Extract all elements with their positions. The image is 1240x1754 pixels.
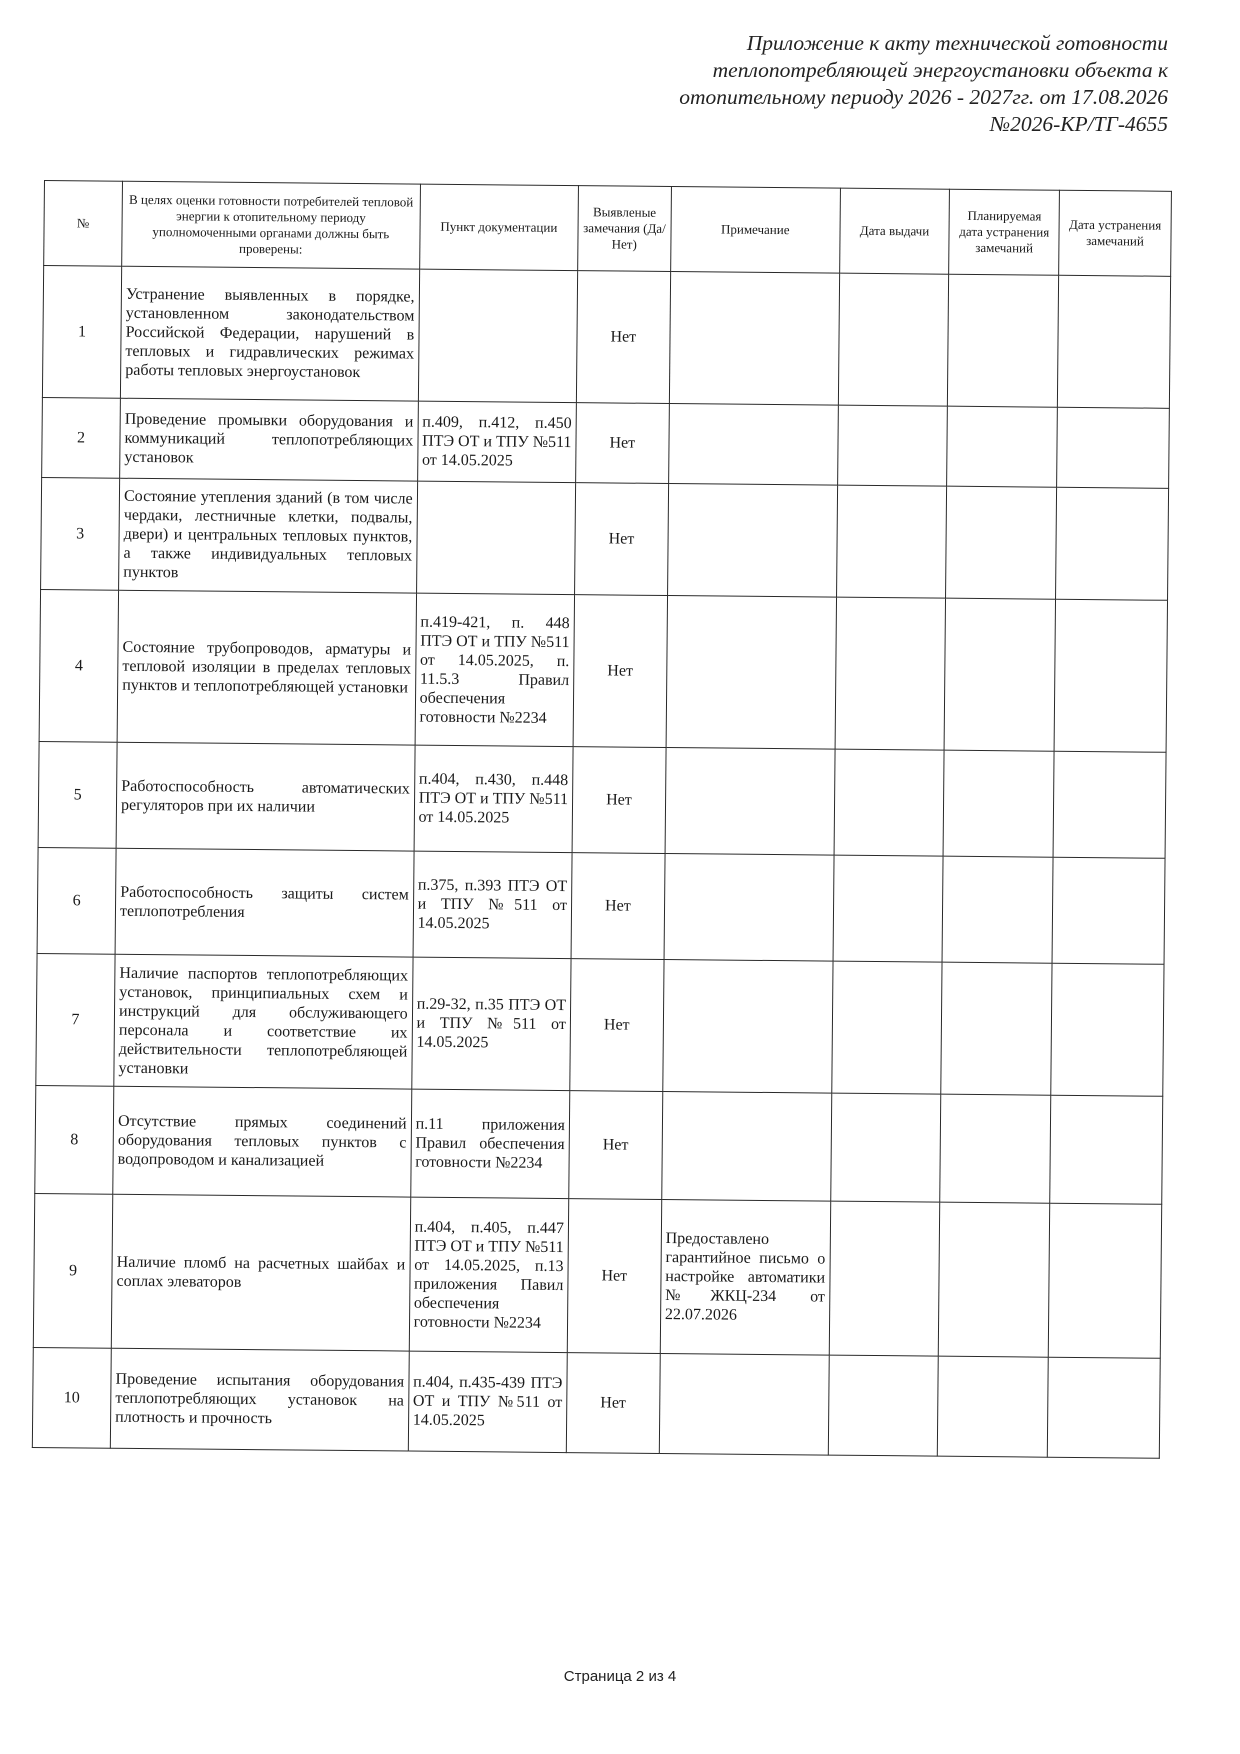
row-issue-date	[837, 405, 947, 486]
header-planned-date: Планируемая дата устранения замечаний	[949, 189, 1060, 275]
row-found: Нет	[572, 747, 666, 854]
row-check-text: Наличие паспортов теплопотребляющих установок, принципиальных схем и инструкций для обслуживающего персонала и соответствие их действительности теплопотребляющей установки	[114, 954, 413, 1089]
header-found: Выявленые замечания (Да/Нет)	[578, 186, 672, 272]
row-check-text: Отсутствие прямых соединений оборудования тепловых пунктов с водопроводом и канализацией	[113, 1086, 412, 1197]
header-doc: Пункт документации	[419, 184, 578, 271]
row-fix-date	[1054, 599, 1167, 752]
header-check: В целях оценки готовности потребителей тепловой энергии к отопительному периоду уполномоченными органами должны быть проверены:	[122, 181, 420, 269]
row-found: Нет	[576, 271, 670, 404]
header-num: №	[44, 181, 123, 267]
row-check-text: Устранение выявленных в порядке, установленном законодательством Российской Федерации, нарушений в тепловых и гидравлических режимах работы тепловых энергоустановок	[120, 266, 419, 401]
table-row	[42, 266, 1170, 409]
header-line-1: Приложение к акту технической готовности	[746, 31, 1168, 55]
row-issue-date	[836, 485, 947, 598]
row-note	[668, 404, 838, 486]
row-doc-ref	[416, 481, 575, 595]
row-planned-date	[942, 856, 1053, 963]
row-note: Предоставлено гарантийное письмо о настройке автоматики №ЖКЦ-234 от 22.07.2026	[660, 1199, 830, 1355]
row-found: Нет	[570, 959, 664, 1092]
row-check-text: Проведение промывки оборудования и коммуникаций теплопотребляющих установок	[120, 398, 418, 481]
row-num: 2	[42, 397, 121, 478]
row-found: Нет	[567, 1199, 661, 1354]
row-check-text: Наличие пломб на расчетных шайбах и соплах элеваторов	[111, 1194, 410, 1351]
row-fix-date	[1047, 1357, 1160, 1458]
row-issue-date	[835, 597, 946, 750]
row-note	[667, 484, 837, 598]
table-row	[37, 847, 1165, 964]
row-found: Нет	[576, 403, 670, 484]
row-doc-ref: п.404, п.430, п.448 ПТЭ ОТ и ТПУ №511 от 14.05.2025	[414, 745, 573, 853]
row-issue-date	[838, 273, 949, 406]
row-planned-date	[940, 1094, 1051, 1203]
header-fix-date: Дата устранения замечаний	[1059, 190, 1172, 276]
header-line-4: №2026-КР/ТГ-4655	[989, 112, 1168, 136]
row-planned-date	[943, 750, 1054, 857]
document-header	[528, 30, 1168, 138]
row-note	[666, 596, 836, 750]
row-doc-ref: п.404, п.435-439 ПТЭ ОТ и ТПУ №511 от 14.05.2025	[408, 1351, 567, 1453]
row-num: 5	[38, 741, 117, 848]
table-row	[35, 1085, 1163, 1204]
row-doc-ref: п.409, п.412, п.450 ПТЭ ОТ и ТПУ №511 от 14.05.2025	[417, 401, 576, 483]
row-check-text: Состояние утепления зданий (в том числе чердаки, лестничные клетки, подвалы, двери) и центральных тепловых пунктов, а также индивидуальных тепловых пунктов	[119, 478, 418, 593]
row-num: 9	[33, 1193, 113, 1348]
row-fix-date	[1053, 751, 1166, 858]
row-doc-ref: п.11 приложения Правил обеспечения готовности №2234	[410, 1089, 569, 1199]
row-doc-ref: п.375, п.393 ПТЭ ОТ и ТПУ №511 от 14.05.2025	[413, 851, 572, 959]
row-planned-date	[947, 406, 1057, 487]
row-planned-date	[941, 962, 1052, 1095]
readiness-checklist-table	[32, 180, 1172, 1459]
table-row	[36, 953, 1164, 1096]
row-fix-date	[1048, 1203, 1161, 1358]
row-issue-date	[828, 1355, 939, 1456]
row-check-text: Состояние трубопроводов, арматуры и тепловой изоляции в пределах тепловых пунктов и теплопотребляющей установки	[117, 590, 416, 745]
table-row	[32, 1347, 1160, 1458]
row-planned-date	[938, 1356, 1049, 1457]
row-note	[669, 272, 839, 406]
row-issue-date	[830, 1093, 941, 1202]
page-number: Страница 2 из 4	[563, 1668, 677, 1685]
row-num: 8	[35, 1085, 114, 1194]
row-issue-date	[833, 855, 944, 962]
row-check-text: Проведение испытания оборудования теплопотребляющих установок на плотность и прочность	[110, 1348, 409, 1451]
row-fix-date	[1051, 963, 1164, 1096]
header-note: Примечание	[670, 187, 840, 274]
row-found: Нет	[574, 483, 668, 596]
row-num: 7	[36, 953, 115, 1086]
row-fix-date	[1056, 487, 1169, 600]
row-num: 10	[32, 1347, 111, 1448]
row-doc-ref: п.29-32, п.35 ПТЭ ОТ и ТПУ №511 от 14.05.2025	[411, 957, 571, 1091]
row-num: 3	[41, 477, 120, 590]
row-issue-date	[831, 961, 942, 1094]
header-line-2: теплопотребляющей энергоустановки объекта к	[712, 58, 1168, 82]
table-row	[39, 589, 1167, 752]
table-row	[41, 477, 1169, 600]
row-check-text: Работоспособность защиты систем теплопотребления	[115, 848, 414, 957]
row-planned-date	[948, 274, 1059, 407]
row-planned-date	[939, 1202, 1050, 1357]
row-found: Нет	[569, 1091, 663, 1200]
row-check-text: Работоспособность автоматических регуляторов при их наличии	[116, 742, 415, 851]
row-found: Нет	[573, 595, 667, 748]
header-line-3: отопительному периоду 2026 - 2027гг. от 17.08.2026	[679, 85, 1168, 109]
row-note	[659, 1353, 829, 1455]
row-fix-date	[1057, 407, 1170, 488]
row-note	[663, 959, 833, 1093]
row-note	[662, 1091, 832, 1201]
row-num: 6	[37, 847, 116, 954]
table-row	[42, 397, 1170, 488]
row-planned-date	[946, 486, 1057, 599]
row-found: Нет	[566, 1353, 660, 1454]
row-fix-date	[1050, 1095, 1163, 1204]
row-num: 4	[39, 589, 119, 742]
row-note	[664, 853, 834, 961]
row-issue-date	[829, 1201, 940, 1356]
header-issue-date: Дата выдачи	[839, 188, 950, 274]
row-doc-ref: п.419-421, п. 448 ПТЭ ОТ и ТПУ №511 от 14.05.2025, п. 11.5.3 Правил обеспечения готовности №2234	[415, 593, 575, 747]
row-fix-date	[1057, 275, 1170, 408]
table-row	[33, 1193, 1161, 1358]
row-fix-date	[1052, 857, 1165, 964]
row-found: Нет	[571, 853, 665, 960]
table-row	[38, 741, 1166, 858]
row-planned-date	[944, 598, 1055, 751]
row-num: 1	[42, 266, 121, 399]
row-issue-date	[834, 749, 945, 856]
row-doc-ref: п.404, п.405, п.447 ПТЭ ОТ и ТПУ №511 от 14.05.2025, п.13 приложения Павил обеспечения готовности №2234	[409, 1197, 569, 1353]
row-note	[665, 747, 835, 855]
row-doc-ref	[418, 269, 578, 403]
table-header-row	[44, 181, 1172, 277]
